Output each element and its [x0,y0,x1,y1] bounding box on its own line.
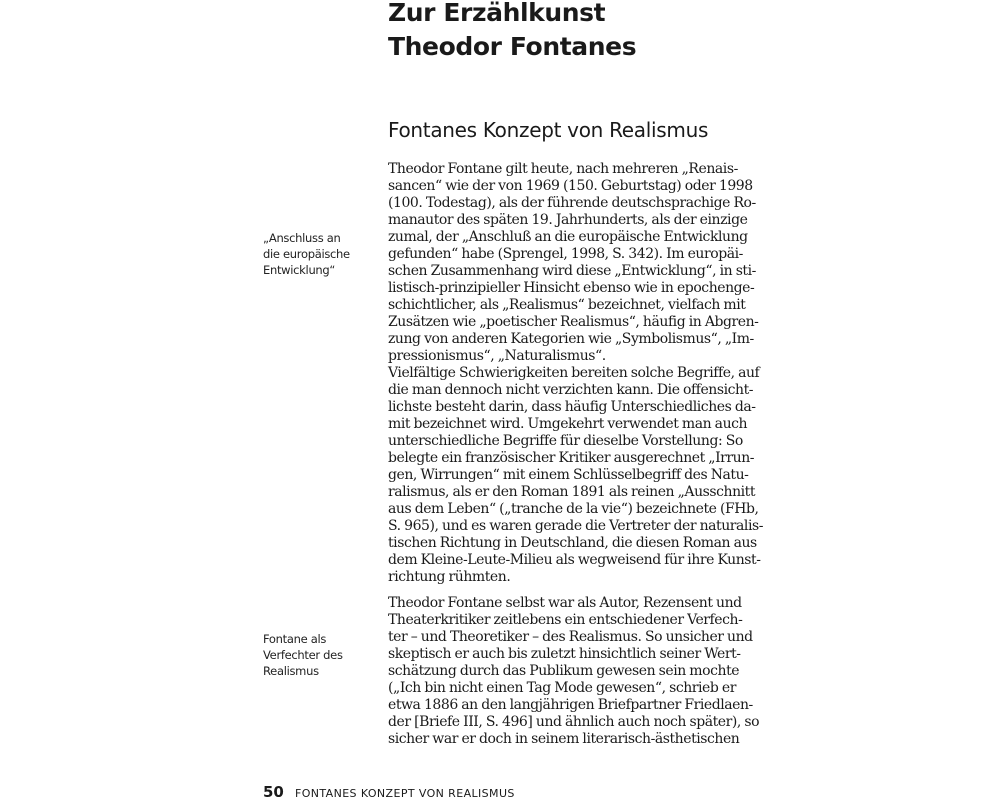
margin-note-line: Realismus [263,664,319,678]
body-line: tischen Richtung in Deutschland, die diesen Roman aus [388,535,757,551]
body-text [388,0,763,760]
body-line: mit bezeichnet wird. Umgekehrt verwendet man auch [388,416,748,432]
body-line: schen Zusammenhang wird diese „Entwicklung“, in sti- [388,263,756,279]
margin-note-line: die europäische [263,247,350,261]
margin-note-anschluss [263,230,375,278]
body-line: lichste besteht darin, dass häufig Unterschiedliches da- [388,399,756,415]
body-line: Zusätzen wie „poetischer Realismus“, häufig in Abgren- [388,314,759,330]
body-line: Theodor Fontane gilt heute, nach mehreren „Renais- [388,161,738,177]
margin-note-line: „Anschluss an [263,231,341,245]
body-line: der [Briefe III, S. 496] und ähnlich auch noch später), so [388,714,760,730]
body-line: S. 965), und es waren gerade die Vertreter der naturalis- [388,518,763,534]
margin-note-line: Fontane als [263,632,327,646]
body-line: etwa 1886 an den langjährigen Briefpartner Friedlaen- [388,697,753,713]
body-line: schichtlicher, als „Realismus“ bezeichnet, vielfach mit [388,297,746,313]
body-line: unterschiedliche Begriffe für dieselbe Vorstellung: So [388,433,743,449]
body-line: ralismus, als er den Roman 1891 als reinen „Ausschnitt [388,484,756,500]
body-line: („Ich bin nicht einen Tag Mode gewesen“, schrieb er [388,680,736,696]
body-line: die man dennoch nicht verzichten kann. Die offensicht- [388,382,754,398]
body-line: sancen“ wie der von 1969 (150. Geburtstag) oder 1998 [388,178,753,194]
body-line: schätzung durch das Publikum gewesen sein mochte [388,663,740,679]
body-line: gen, Wirrungen“ mit einem Schlüsselbegriff des Natu- [388,467,749,483]
body-line: sicher war er doch in seinem literarisch-ästhetischen [388,731,740,747]
body-line: (100. Todestag), als der führende deutschsprachige Ro- [388,195,756,211]
body-line: Vielfältige Schwierigkeiten bereiten solche Begriffe, auf [388,365,760,381]
body-line: zumal, der „Anschluß an die europäische Entwicklung [388,229,748,245]
body-line: richtung rühmten. [388,569,511,585]
page-title-line-2: Theodor Fontanes [388,32,637,61]
page-footer [263,782,515,801]
margin-note-line: Verfechter des [263,648,343,662]
body-line: listisch-prinzipieller Hinsicht ebenso wie in epochenge- [388,280,755,296]
body-line: Theaterkritiker zeitlebens ein entschiedener Verfech- [388,612,743,628]
body-line: manautor des späten 19. Jahrhunderts, als der einzige [388,212,748,228]
section-heading: Fontanes Konzept von Realismus [388,118,709,142]
body-line: skeptisch er auch bis zuletzt hinsichtlich seiner Wert- [388,646,741,662]
body-line: ter – und Theoretiker – des Realismus. So unsicher und [388,629,753,645]
body-line: pressionismus“, „Naturalismus“. [388,348,606,364]
body-line: zung von anderen Kategorien wie „Symbolismus“, „Im- [388,331,754,347]
body-line: Theodor Fontane selbst war als Autor, Rezensent und [388,595,742,611]
running-header: FONTANES KONZEPT VON REALISMUS [294,787,515,800]
margin-note-verfechter [263,631,375,679]
page-number: 50 [263,783,284,801]
body-line: dem Kleine-Leute-Milieu als wegweisend für ihre Kunst- [388,552,761,568]
body-line: belegte ein französischer Kritiker ausgerechnet „Irrun- [388,450,755,466]
body-line: gefunden“ habe (Sprengel, 1998, S. 342). Im europäi- [388,246,743,262]
body-line: aus dem Leben“ („tranche de la vie“) bezeichnete (FHb, [388,501,759,517]
page-title-line-1: Zur Erzählkunst [388,0,606,27]
margin-note-line: Entwicklung“ [263,263,336,277]
